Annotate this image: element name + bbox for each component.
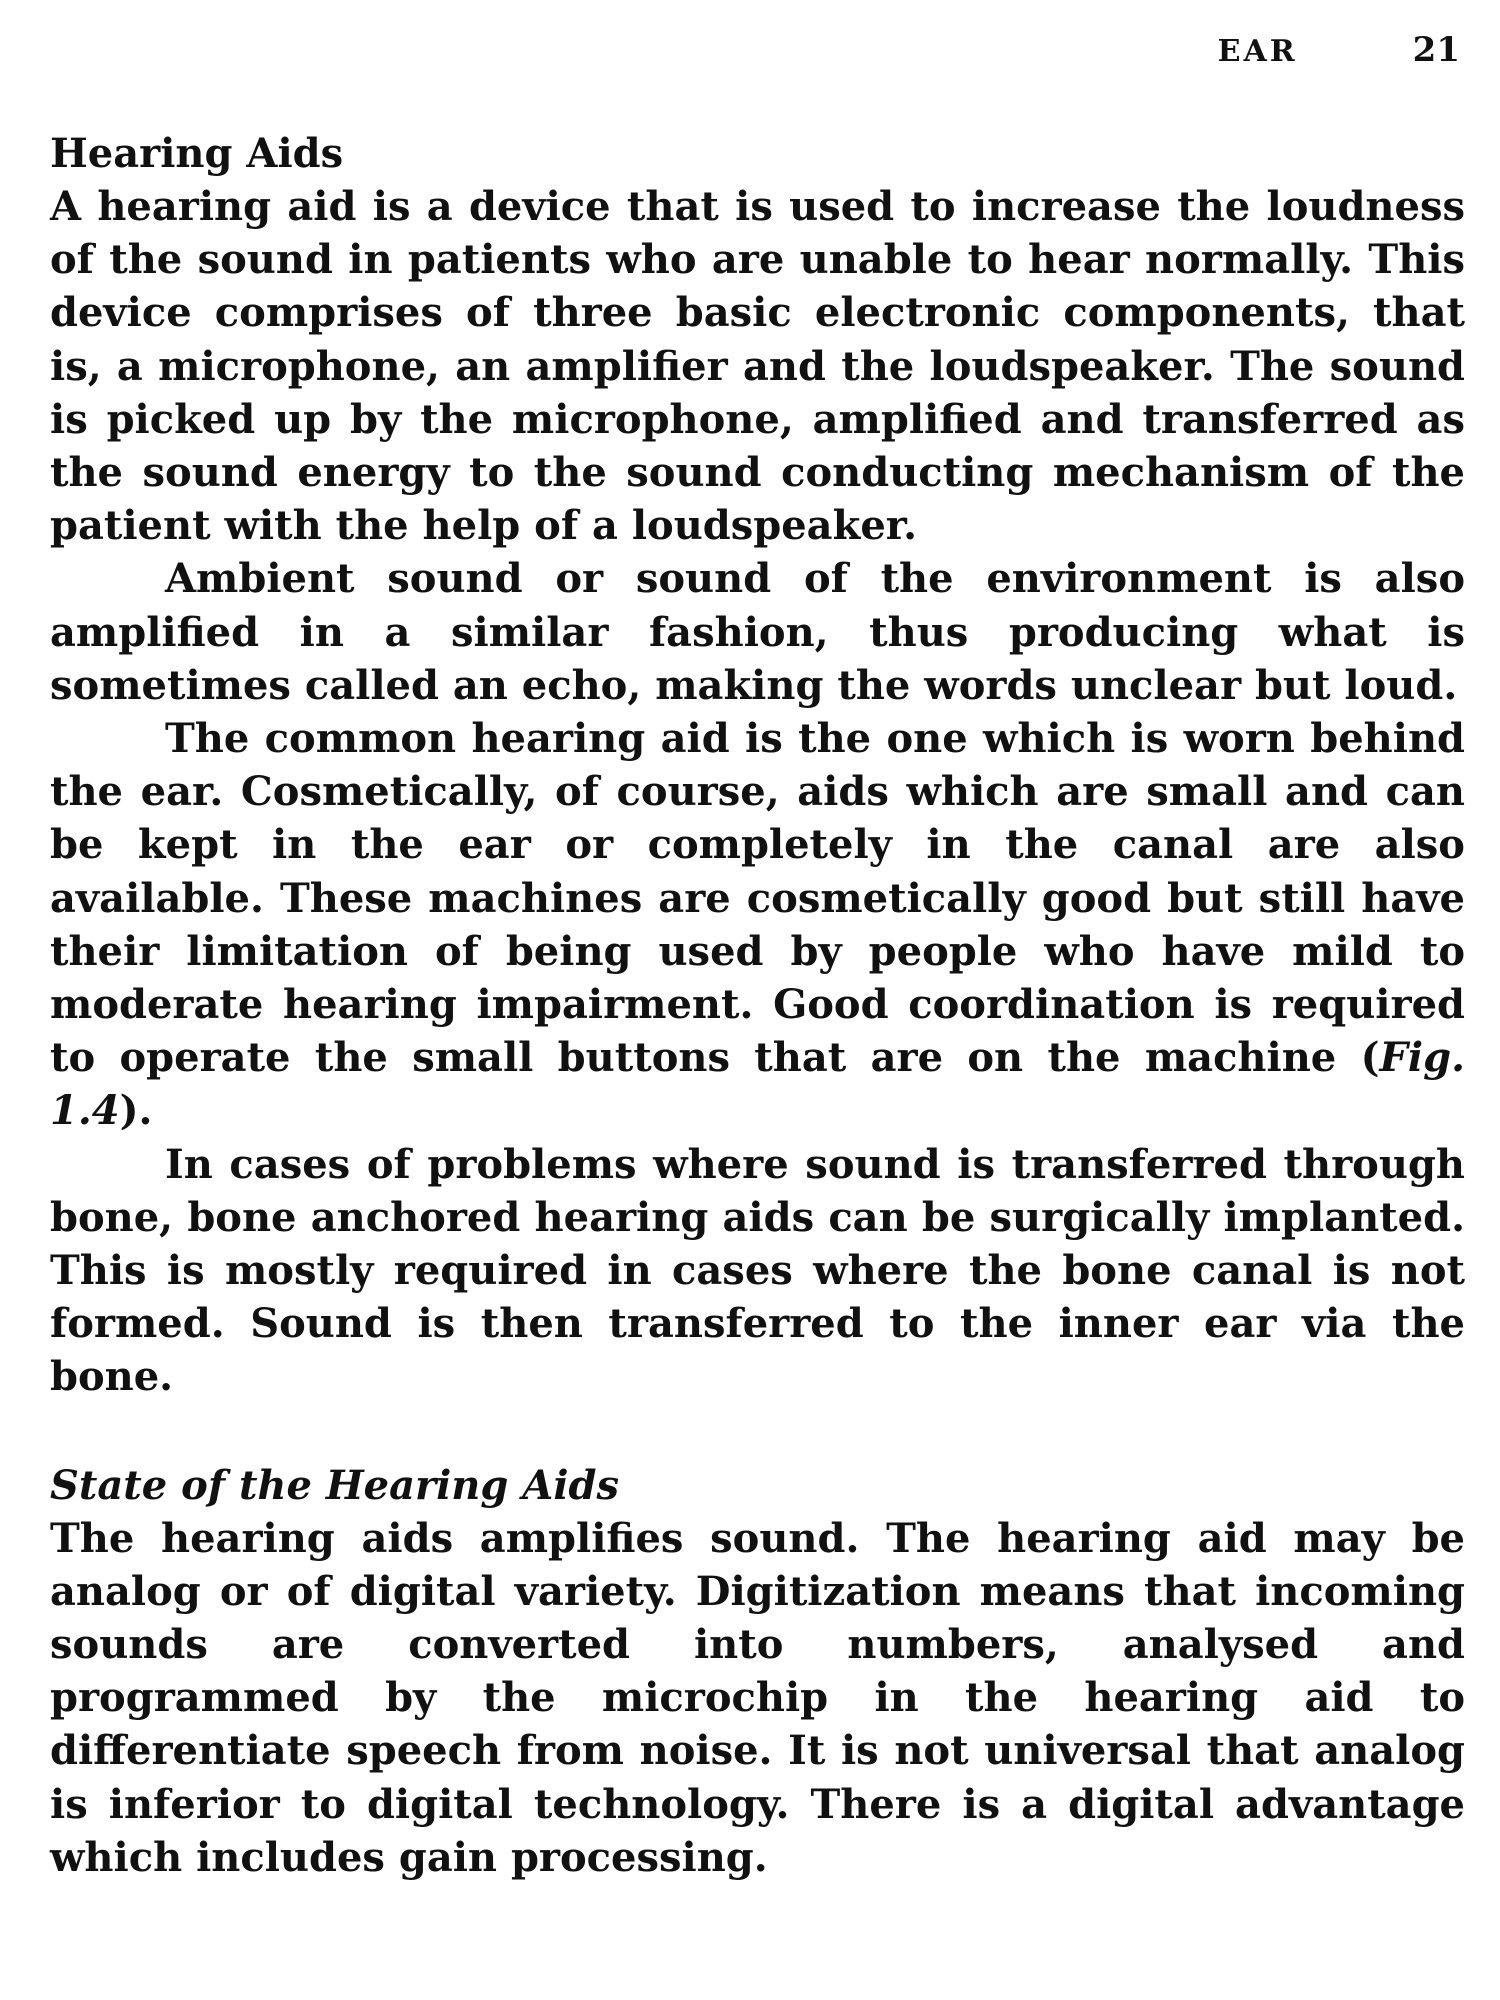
- figure-reference-suffix: ).: [119, 1087, 153, 1135]
- paragraph-3-text: The common hearing aid is the one which is worn behind the ear. Cosmetically, of course, aids which are small and can be kept in the ear or completely in the canal are also available. These machines are cosmetically good but still have their limitation of being used by people who have mild to moderate hearing impairment. Good coordination is required to operate the small buttons that are on the machine (: [50, 715, 1465, 1082]
- figure-reference: Fig. 1.4: [50, 1034, 1465, 1135]
- paragraph-5: The hearing aids amplifies sound. The hearing aid may be analog or of digital variety. Digitization means that incoming sounds are converted into numbers, analysed and programmed by the microchip in the hearing aid to differentiate speech from noise. It is not universal that analog is inferior to digital technology. There is a digital advantage which includes gain processing.: [50, 1514, 1465, 1881]
- running-head: [860, 30, 1460, 70]
- section-heading-hearing-aids: Hearing Aids: [50, 130, 344, 177]
- page-number: 21: [1412, 30, 1460, 70]
- paragraph-2: Ambient sound or sound of the environment is also amplified in a similar fashion, thus producing what is sometimes called an echo, making the words unclear but loud.: [50, 555, 1465, 709]
- page-body: [50, 128, 1465, 1884]
- paragraph-1: A hearing aid is a device that is used to increase the loudness of the sound in patients who are unable to hear normally. This device comprises of three basic electronic components, that is, a microphone, an amplifier and the loudspeaker. The sound is picked up by the microphone, amplified and transferred as the sound energy to the sound conducting mechanism of the patient with the help of a loudspeaker.: [50, 183, 1465, 550]
- running-head-section: EAR: [1217, 34, 1298, 69]
- paragraph-3: [50, 712, 1465, 1138]
- section-gap: [50, 1404, 1465, 1460]
- paragraph-4: In cases of problems where sound is transferred through bone, bone anchored hearing aids can be surgically implanted. This is mostly required in cases where the bone canal is not formed. Sound is then transferred to the inner ear via the bone.: [50, 1140, 1465, 1401]
- section-heading-state-of-hearing-aids: State of the Hearing Aids: [50, 1461, 620, 1509]
